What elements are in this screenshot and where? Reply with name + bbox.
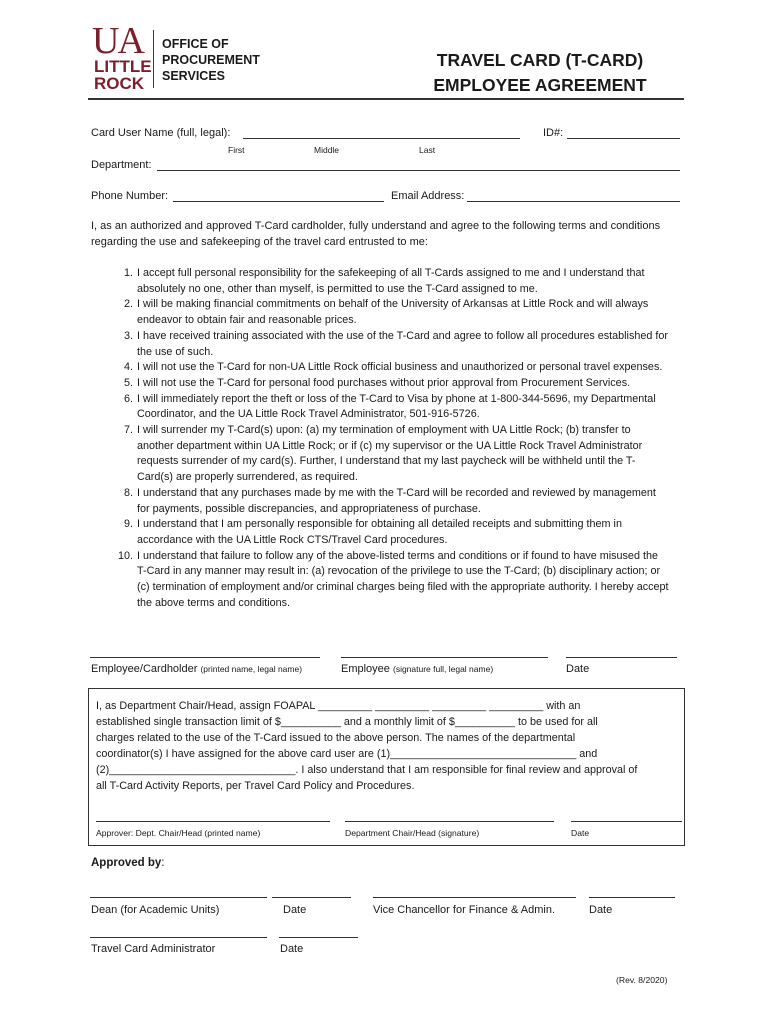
last-name-caption: Last (419, 145, 436, 155)
title-line-2: EMPLOYEE AGREEMENT (433, 75, 647, 95)
tca-date-caption: Date (280, 943, 304, 955)
email-field[interactable] (467, 201, 680, 202)
chair-signature-line[interactable] (345, 821, 554, 822)
approver-name-caption: Approver: Dept. Chair/Head (printed name) (96, 828, 261, 838)
term-text: I will surrender my T-Card(s) upon: (a) my termination of employment with UA Little Rock; (b) transfer to another department within UA Little Rock; or if (c) my supervisor or the UA Little Rock Travel Administrator requests surrender of my card(s). Further, I understand that my last paycheck will be withheld until the T-Card(s) are properly surrendered, as required. (137, 424, 643, 484)
logo-divider (153, 30, 154, 88)
employee-printed-name-caption (91, 662, 302, 676)
term-item (91, 486, 669, 517)
employee-date-line[interactable] (566, 657, 677, 658)
term-item (91, 423, 669, 486)
chair-line-4: coordinator(s) I have assigned for the above card user are (1)_______________________________ and (96, 748, 598, 760)
chair-date-caption: Date (571, 828, 590, 838)
vc-signature-line[interactable] (373, 897, 576, 898)
term-number: 1. (123, 267, 133, 279)
chair-date-line[interactable] (571, 821, 682, 822)
term-number: 2. (123, 298, 133, 311)
term-text: I have received training associated with the use of the T-Card and agree to follow all procedures established for the use of such. (137, 329, 668, 358)
id-label: ID#: (543, 127, 564, 139)
ua-logo-wordmark (94, 58, 152, 92)
chair-signature-caption: Department Chair/Head (signature) (345, 828, 480, 838)
term-number: 4. (123, 361, 133, 374)
term-text: I will not use the T-Card for non-UA Little Rock official business and unauthorized or personal travel expenses. (137, 361, 663, 374)
dean-signature-line[interactable] (90, 897, 267, 898)
vc-date-line[interactable] (589, 897, 675, 898)
term-number: 10. (117, 549, 133, 562)
dean-date-caption: Date (283, 904, 307, 916)
chair-line-1: I, as Department Chair/Head, assign FOAPAL _________ _________ _________ _________ with an (96, 700, 581, 712)
chair-line-6: all T-Card Activity Reports, per Travel Card Policy and Procedures. (96, 780, 415, 792)
term-item (91, 266, 669, 297)
employee-signature-label: Employee (341, 663, 390, 675)
employee-signature-caption (341, 662, 493, 676)
employee-signature-note: (signature full, legal name) (392, 664, 494, 674)
term-item (91, 376, 669, 392)
vc-caption: Vice Chancellor for Finance & Admin. (373, 904, 555, 916)
header-rule (88, 98, 684, 100)
term-number: 3. (123, 329, 133, 342)
dean-date-line[interactable] (272, 897, 351, 898)
term-text: I accept full personal responsibility for the safekeeping of all T-Cards assigned to me and I understand that absolutely no one, other than myself, is permitted to use the T-Card assigned to me. (137, 267, 645, 295)
tca-date-line[interactable] (279, 937, 358, 938)
office-line-2: PROCUREMENT (162, 53, 260, 67)
employee-signature-line[interactable] (341, 657, 548, 658)
term-number: 8. (123, 486, 133, 499)
approved-by-label: Approved by (91, 857, 162, 869)
employee-printed-name-line[interactable] (90, 657, 320, 658)
chair-line-2: established single transaction limit of $__________ and a monthly limit of $__________ to be used for all (96, 716, 598, 728)
title-line-1: TRAVEL CARD (T-CARD) (436, 50, 644, 70)
approved-by-heading (91, 856, 165, 870)
id-field[interactable] (567, 138, 680, 139)
term-text: I will not use the T-Card for personal food purchases without prior approval from Procurement Services. (137, 376, 631, 389)
term-number: 9. (123, 518, 133, 531)
term-number: 7. (123, 424, 133, 437)
employee-date-caption: Date (566, 663, 590, 675)
term-item (91, 517, 669, 548)
approver-name-line[interactable] (96, 821, 330, 822)
term-item (91, 392, 669, 423)
chair-line-5: (2)_______________________________. I also understand that I am responsible for final review and approval of (96, 764, 638, 776)
tca-caption: Travel Card Administrator (91, 943, 216, 955)
approved-by-colon: : (161, 857, 165, 869)
card-user-name-label: Card User Name (full, legal): (91, 127, 231, 139)
middle-name-caption: Middle (314, 145, 340, 155)
employee-printed-name-label: Employee/Cardholder (91, 663, 198, 675)
office-line-3: SERVICES (162, 69, 225, 83)
term-text: I understand that I am personally responsible for obtaining all detailed receipts and submitting them in accordance with the UA Little Rock CTS/Travel Card procedures. (137, 518, 622, 546)
card-user-name-field[interactable] (243, 138, 520, 139)
intro-paragraph: I, as an authorized and approved T-Card cardholder, fully understand and agree to the following terms and conditions regarding the use and safekeeping of the travel card entrusted to me: (91, 220, 661, 248)
term-text: I will immediately report the theft or loss of the T-Card to Visa by phone at 1-800-344-5696, my Departmental Coordinator, and the UA Little Rock Travel Administrator, 501-916-5726. (137, 392, 656, 421)
chair-assignment-text (96, 698, 686, 794)
logo-little: LITTLE (94, 57, 152, 76)
term-number: 5. (123, 376, 133, 389)
vc-date-caption: Date (589, 904, 613, 916)
logo-rock: ROCK (94, 74, 145, 93)
department-field[interactable] (157, 170, 680, 171)
term-text: I will be making financial commitments on behalf of the University of Arkansas at Little Rock and will always endeavor to obtain fair and reasonable prices. (137, 298, 649, 327)
chair-line-3: charges related to the use of the T-Card issued to the above person. The names of the departmental (96, 732, 576, 744)
term-item (91, 549, 669, 612)
phone-label: Phone Number: (91, 190, 169, 202)
term-item (91, 329, 669, 360)
term-number: 6. (123, 392, 133, 405)
tca-signature-line[interactable] (90, 937, 267, 938)
office-line-1: OFFICE OF (162, 37, 229, 51)
terms-list (91, 266, 669, 611)
department-label: Department: (91, 159, 152, 171)
term-text: I understand that failure to follow any of the above-listed terms and conditions or if found to have misused the T-Card in any manner may result in: (a) revocation of the privilege to use the T-Card; (b) disciplinary action; or (c) termination of employment and/or criminal charges being filed with the appropriate authority. I hereby accept the above terms and conditions. (137, 549, 669, 609)
ua-logo-mark: UA (92, 20, 143, 62)
email-label: Email Address: (391, 190, 465, 202)
office-name (162, 36, 260, 84)
term-text: I understand that any purchases made by me with the T-Card will be recorded and reviewed by management for payments, possible discrepancies, and appropriateness of purchase. (137, 486, 656, 515)
phone-field[interactable] (173, 201, 384, 202)
revision-note: (Rev. 8/2020) (616, 975, 668, 985)
term-item (91, 297, 669, 328)
employee-printed-name-note: (printed name, legal name) (200, 664, 303, 674)
document-title (395, 48, 685, 98)
term-item (91, 360, 669, 376)
first-name-caption: First (228, 145, 245, 155)
dean-caption: Dean (for Academic Units) (91, 904, 220, 916)
